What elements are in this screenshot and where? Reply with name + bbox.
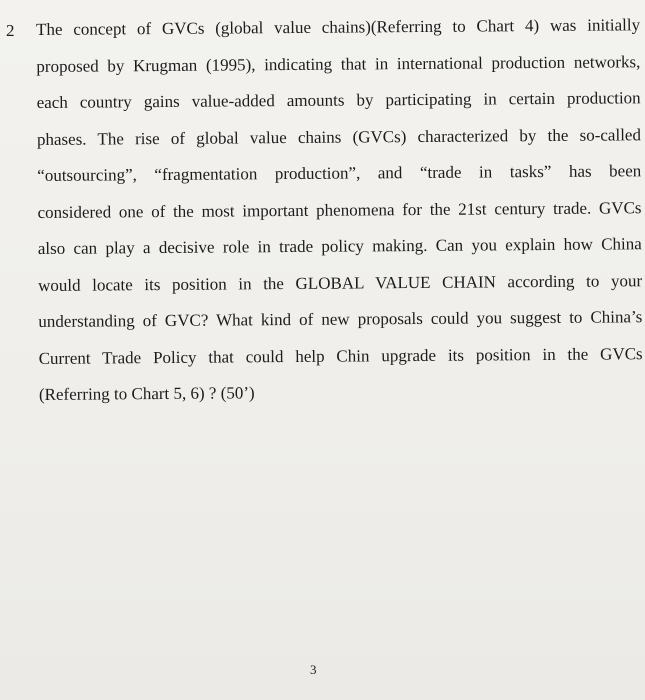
question-line-3: each country gains value-added amounts by participating in certain production — [36, 88, 641, 112]
question-line-7: also can play a decisive role in trade policy making. Can you explain how China — [37, 234, 642, 258]
question-line-8: would locate its position in the GLOBAL VALUE CHAIN according to your — [38, 270, 643, 295]
question-text — [36, 14, 643, 420]
question-line-6: considered one of the most important phenomena for the 21st century trade. GVCs — [37, 197, 642, 222]
question-line-9: understanding of GVC? What kind of new proposals could you suggest to China’s — [38, 307, 643, 331]
question-number: 2 — [6, 21, 15, 40]
question-line-11: (Referring to Chart 5, 6) ? (50’) — [38, 383, 255, 404]
question-line-1: The concept of GVCs (global value chains)(Referring to Chart 4) was initially — [36, 15, 641, 39]
question-line-5: “outsourcing”, “fragmentation production”, and “trade in tasks” has been — [37, 161, 642, 185]
question-line-2: proposed by Krugman (1995), indicating that in international production networks, — [36, 51, 641, 76]
page-number: 3 — [310, 662, 317, 677]
question-line-4: phases. The rise of global value chains (GVCs) characterized by the so-called — [36, 124, 641, 149]
question-line-10: Current Trade Policy that could help Chin upgrade its position in the GVCs — [38, 343, 643, 368]
